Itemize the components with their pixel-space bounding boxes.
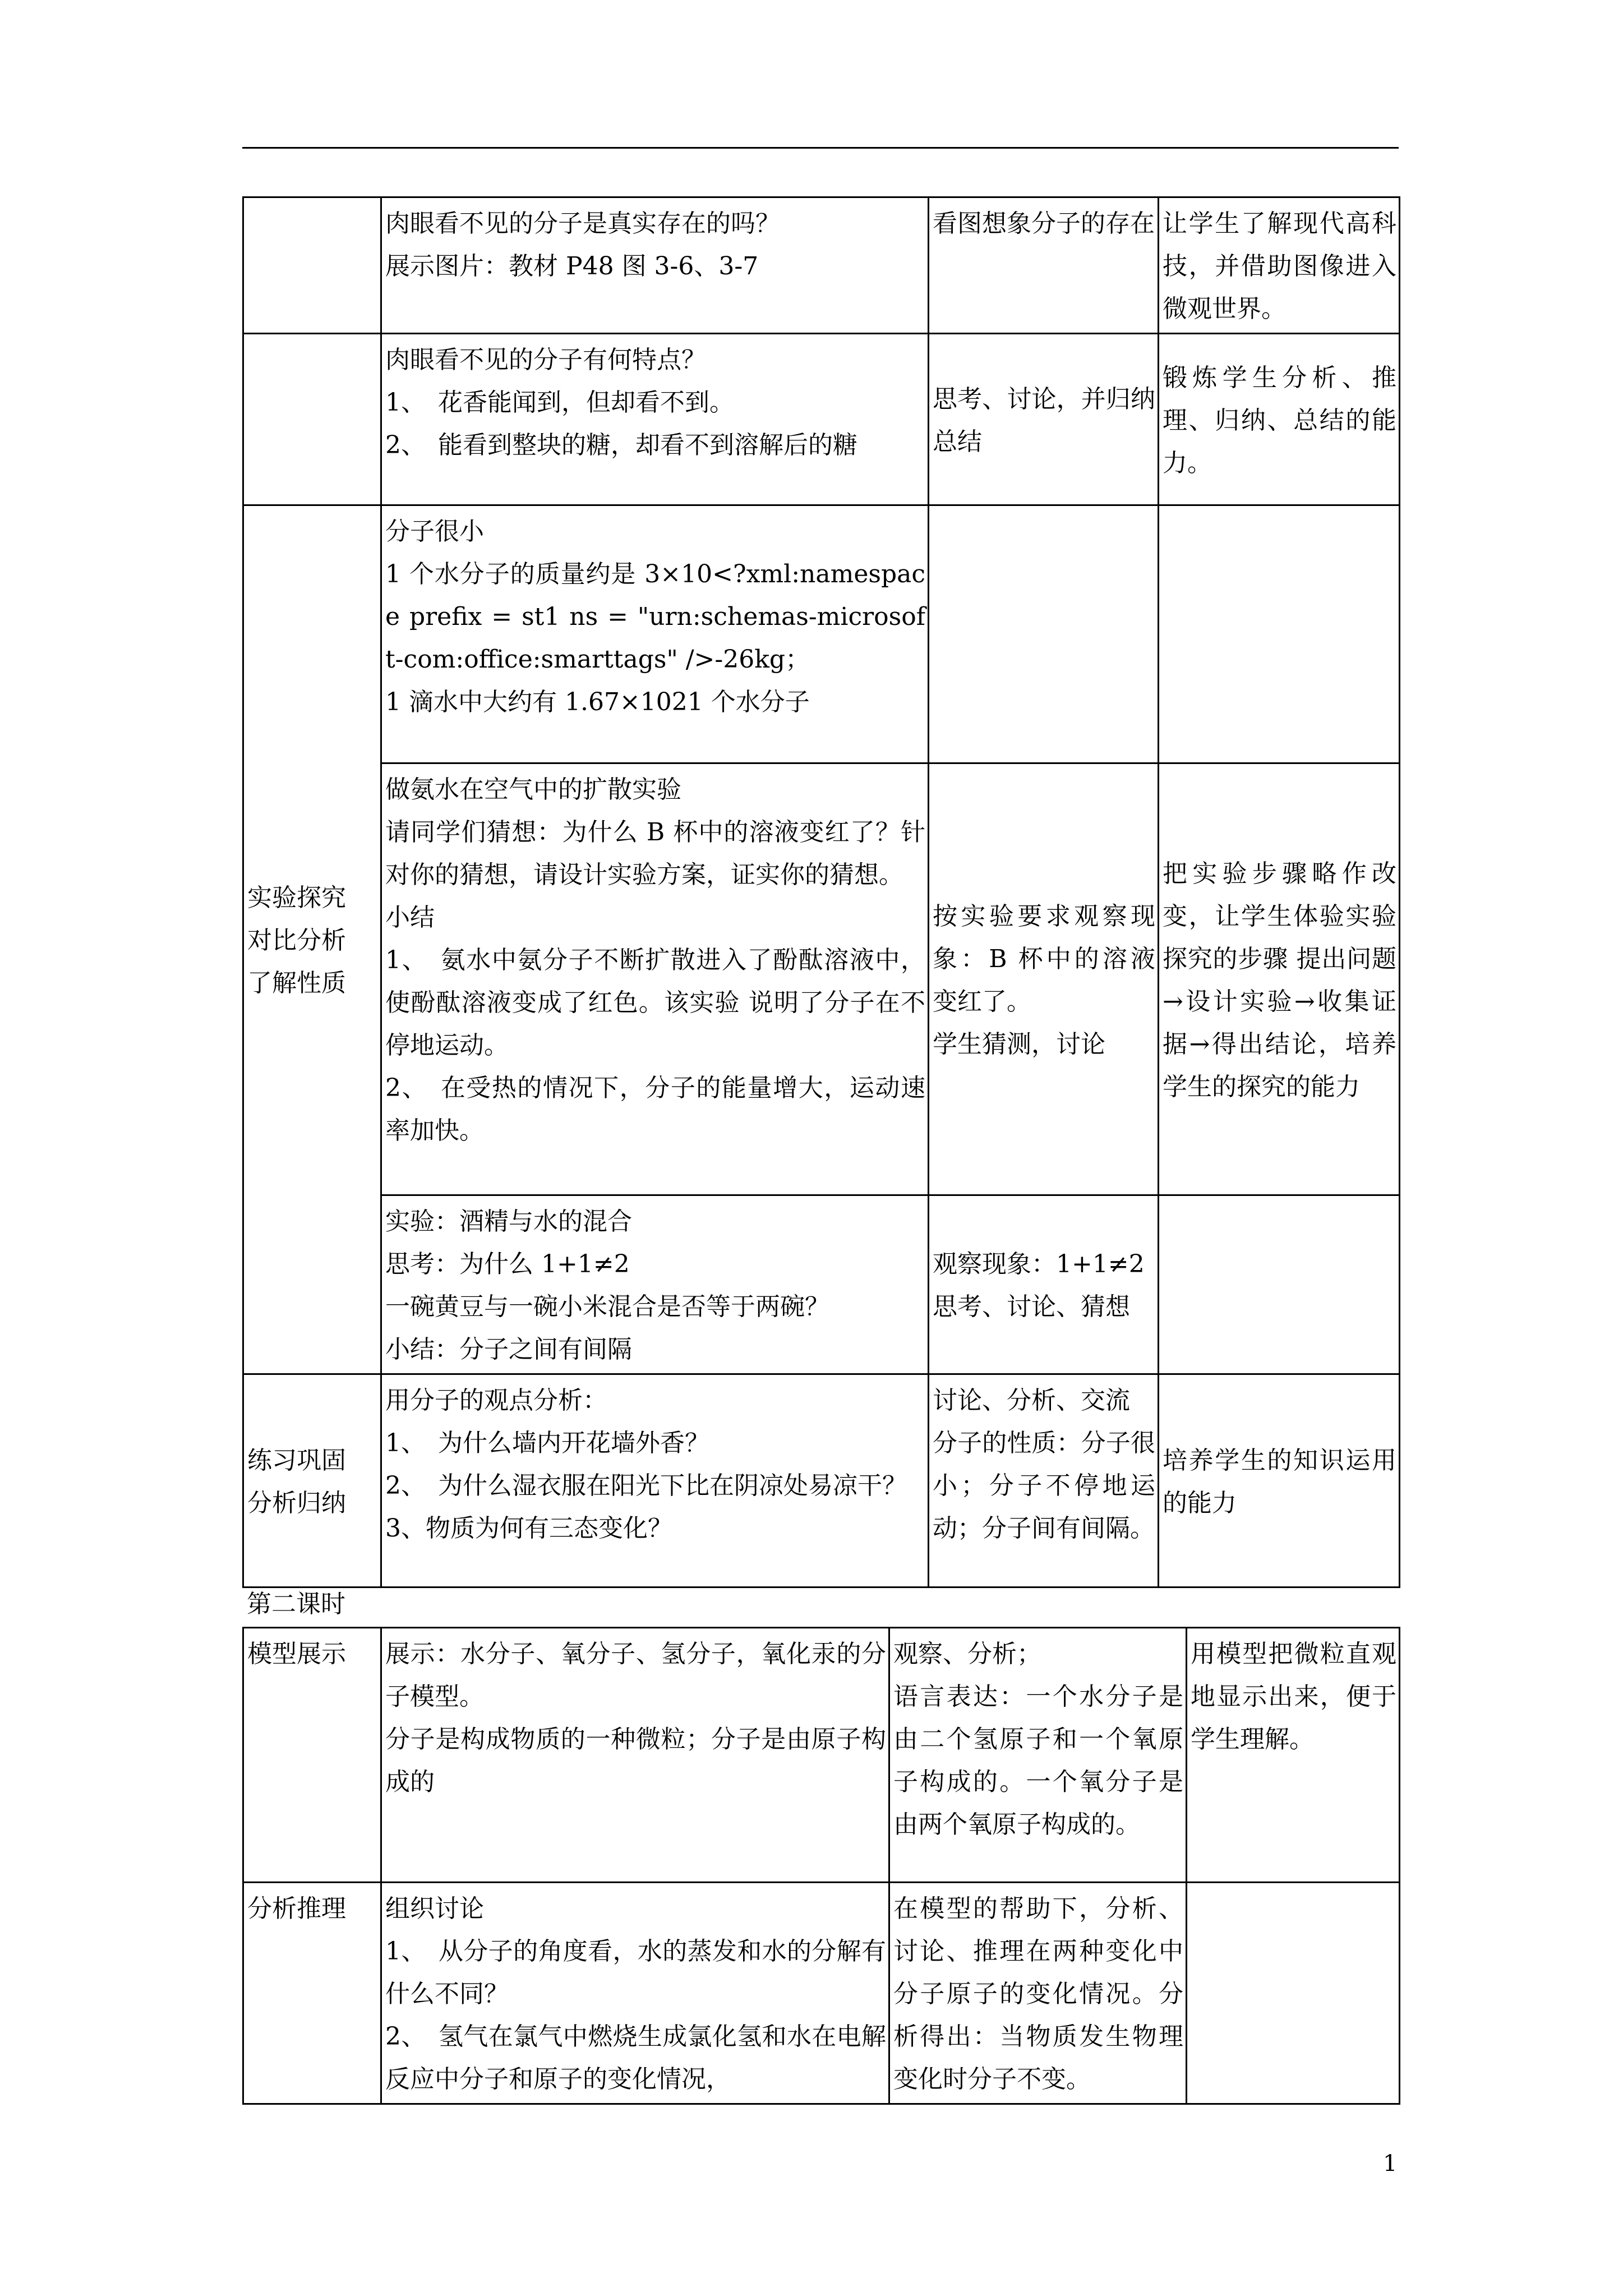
content-line: 展示：水分子、氧分子、氢分子，氧化汞的分子模型。 [385,1640,886,1711]
page-number: 1 [1383,2151,1398,2177]
student-cell [929,763,1159,1195]
stage-line: 实验探究 [247,884,346,912]
student-line: 分子的性质：分子很小；分子不停地运动；分子间有间隔。 [933,1429,1155,1543]
content-line: 1、 从分子的角度看，水的蒸发和水的分解有什么不同？ [385,1937,886,2008]
stage-cell [243,1374,381,1588]
student-cell [929,334,1159,505]
intent-cell [1159,505,1400,763]
student-cell [929,1195,1159,1374]
intent-cell [1187,1628,1400,1883]
content-cell [381,505,929,763]
content-line: 用分子的观点分析： [385,1386,607,1415]
content-line: 1 滴水中大约有 1.67×1021 个水分子 [385,688,810,716]
intent-line: 培养学生的知识运用的能力 [1163,1446,1396,1517]
stage-cell [243,334,381,505]
intent-cell [1159,763,1404,1195]
content-line: 2、 在受热的情况下，分子的能量增大，运动速率加快。 [385,1074,925,1145]
student-line: 讨论、分析、交流 [933,1386,1130,1415]
table-row [243,505,1400,763]
student-cell [929,505,1159,763]
stage-cell [243,1628,381,1883]
table-row [243,1628,1400,1883]
student-line: 在模型的帮助下，分析、讨论、推理在两种变化中分子原子的变化情况。分析得出：当物质发生物理 变化时分子不变。 [893,1894,1191,2093]
intent-cell [1159,334,1400,505]
stage-line: 分析推理 [247,1894,346,1923]
content-line: 肉眼看不见的分子有何特点？ [385,346,706,374]
content-line: 小结：分子之间有间隔 [385,1335,632,1364]
student-cell [929,197,1159,334]
content-line: 1、 为什么墙内开花墙外香？ [385,1429,709,1457]
intent-line: 把实验步骤略作改变，让学生体验实验 探究的步骤 提出问题→设计实验→收集证据→得出结论，培养学生的探究的能力 [1163,859,1404,1101]
student-cell [889,1883,1191,2104]
lesson-table-1 [242,196,1404,1588]
student-line: 观察、分析； [893,1640,1041,1668]
content-line: 2、 氢气在氯气中燃烧生成氯化氢和水在电解反应中分子和原子的变化情况， [385,2022,886,2093]
student-cell [929,1374,1159,1588]
stage-line: 练习巩固 [247,1446,346,1475]
intent-line: 用模型把微粒直观地显示出来，便于学生理解。 [1191,1640,1396,1754]
content-line: 分子很小 [385,517,484,546]
stage-line: 对比分析 [247,926,346,955]
intent-cell [1159,1374,1400,1588]
content-line: 一碗黄豆与一碗小米混合是否等于两碗？ [385,1292,829,1321]
student-line: 语言表达：一个水分子是由二个氢原子和一个氧原子构成的。一个氧分子是由两个氧原子构成的。 [893,1682,1183,1839]
content-cell [381,1374,929,1588]
content-line: 实验：酒精与水的混合 [385,1207,632,1236]
stage-line: 了解性质 [247,969,346,997]
header-rule [242,147,1399,149]
student-line: 看图想象分子的存在 [933,209,1155,238]
content-line: 思考：为什么 1+1≠2 [385,1250,630,1278]
student-line: 学生猜测，讨论 [933,1029,1105,1059]
content-line: 组织讨论 [385,1894,484,1923]
stage-line: 模型展示 [247,1640,346,1668]
content-cell [381,197,929,334]
table-row [243,334,1400,505]
student-cell [889,1628,1187,1883]
content-cell [381,1883,889,2104]
stage-cell [243,197,381,334]
content-line: 肉眼看不见的分子是真实存在的吗？ [385,209,780,238]
intent-cell [1159,197,1400,334]
content-cell [381,1195,929,1374]
content-cell [381,1628,889,1883]
content-line: 做氨水在空气中的扩散实验 [385,775,681,804]
table-row [243,1883,1400,2104]
content-line: 3、物质为何有三态变化？ [385,1514,672,1543]
student-line: 思考、讨论、猜想 [933,1292,1130,1321]
content-cell [381,334,929,505]
stage-line: 分析归纳 [247,1488,346,1517]
content-line: 1、 花香能闻到，但却看不到。 [385,388,734,417]
content-line: 1 个水分子的质量约是 3×10<?xml:namespace prefix = st1 ns = "urn:schemas-microsoft-com:office:smarttags" />-26kg； [385,560,925,674]
table-row [243,763,1400,1195]
student-line: 按实验要求观察现象：B 杯中的溶液变红了。 [933,901,1155,1016]
intent-line: 让学生了解现代高科技，并借助图像进入微观世界。 [1163,209,1396,323]
intent-cell [1187,1883,1400,2104]
table-row [243,1195,1400,1374]
content-line: 请同学们猜想：为什么 B 杯中的溶液变红了？针对你的猜想，请设计实验方案，证实你的猜想。 [385,818,925,889]
table-row [243,197,1400,334]
content-line: 2、 为什么湿衣服在阳光下比在阴凉处易凉干？ [385,1471,907,1500]
student-line: 观察现象：1+1≠2 [933,1250,1145,1278]
section-title: 第二课时 [247,1590,345,1618]
stage-cell [243,1883,381,2104]
content-line: 分子是构成物质的一种微粒；分子是由原子构成的 [385,1725,886,1796]
stage-cell [243,505,381,1374]
intent-cell [1159,1195,1400,1374]
lesson-table-2 [242,1627,1400,2105]
intent-line: 锻炼学生分析、推理、归纳、总结的能力。 [1163,363,1396,477]
content-line: 1、 氨水中氨分子不断扩散进入了酚酞溶液中，使酚酞溶液变成了红色。该实验 说明了分子在不停地运动。 [385,946,926,1060]
student-line: 思考、讨论，并归纳总结 [933,384,1155,456]
content-line: 2、 能看到整块的糖，却看不到溶解后的糖 [385,431,857,459]
table-row [243,1374,1400,1588]
content-cell [381,763,929,1195]
content-line: 小结 [385,903,435,932]
content-line: 展示图片：教材 P48 图 3-6、3-7 [385,252,759,280]
